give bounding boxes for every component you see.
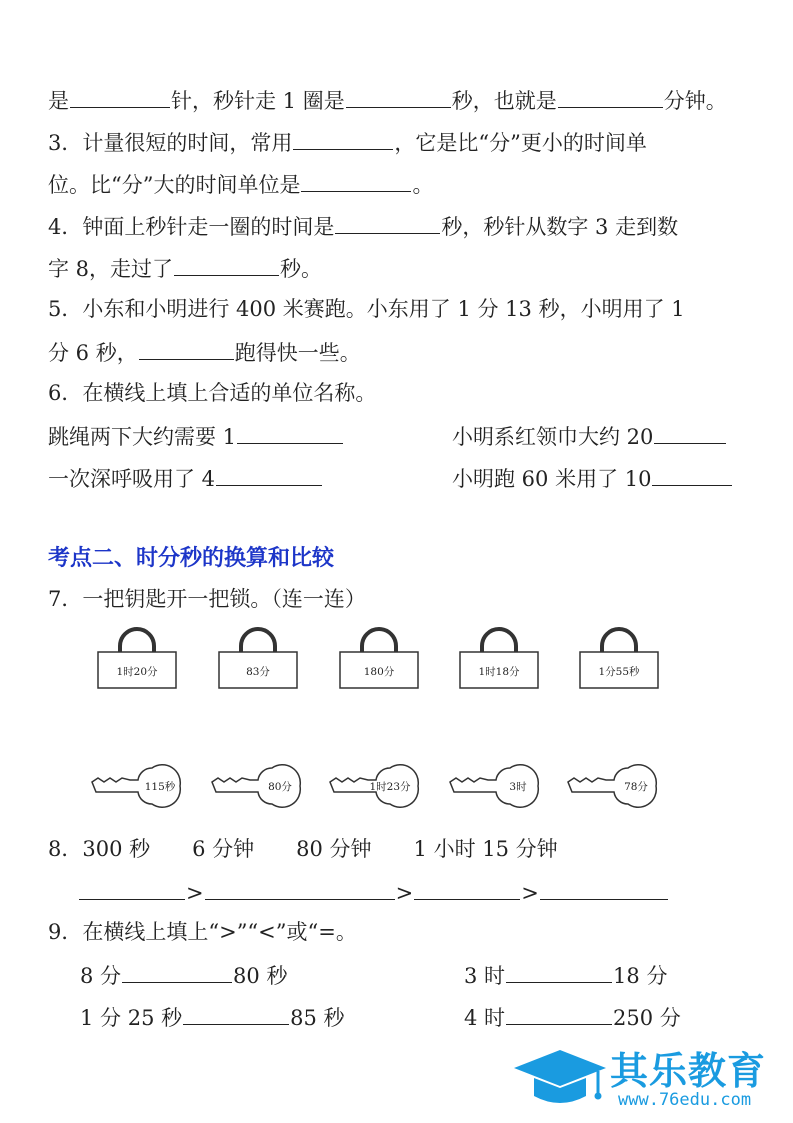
answer-blank[interactable] [122,964,232,983]
lock-label: 1时20分 [116,666,158,678]
answer-blank[interactable] [558,89,663,108]
key-2[interactable] [210,764,302,813]
question-8-order [78,881,669,904]
answer-blank[interactable] [346,89,451,108]
text: 是 [48,89,69,113]
q6-item-2 [452,425,727,448]
text: 3．计量很短的时间，常用 [48,131,293,155]
q9-row-2 [464,964,667,987]
text: 4 时 [464,1006,506,1030]
lock-5[interactable] [578,628,660,697]
key-5[interactable] [566,764,658,813]
key-label: 78分 [624,781,648,793]
answer-blank[interactable] [216,467,322,486]
text: 秒，也就是 [451,89,557,113]
lock-3[interactable] [338,628,420,697]
answer-blank[interactable] [139,341,234,360]
text: 小明系红领巾大约 20 [452,425,654,449]
text: > [395,881,414,905]
text: 250 分 [613,1006,681,1030]
answer-blank[interactable] [301,173,411,192]
answer-blank[interactable] [205,881,395,900]
text: 80 秒 [233,964,288,988]
answer-blank[interactable] [335,215,440,234]
section-heading: 考点二、时分秒的换算和比较 [48,546,335,571]
answer-blank[interactable] [70,89,170,108]
text: 5．小东和小明进行 400 米赛跑。小东用了 1 分 13 秒，小明用了 1 [48,297,685,321]
key-label: 115秒 [144,781,176,793]
answer-blank[interactable] [506,1006,612,1025]
question-3-line1 [48,131,647,154]
q6-item-3 [48,467,323,490]
lock-1[interactable] [96,628,178,697]
text: 秒。 [280,257,323,281]
question-4-line2 [48,257,322,280]
text: 跳绳两下大约需要 1 [48,425,237,449]
answer-blank[interactable] [237,425,343,444]
lock-label: 1时18分 [478,666,520,678]
question-5-line1 [48,299,685,320]
lock-label: 180分 [363,666,395,678]
key-label: 3时 [509,781,527,793]
answer-blank[interactable] [652,467,732,486]
q9-row-3 [80,1006,345,1029]
text: 3 时 [464,964,506,988]
question-9-title: 9．在横线上填上“>”“<”或“=。 [48,920,357,944]
question-5-line2 [48,341,361,364]
lock-label: 83分 [246,666,270,678]
answer-blank[interactable] [654,425,726,444]
q6-item-4 [452,467,733,490]
text: > [521,881,539,905]
text: 1 分 25 秒 [80,1006,183,1030]
answer-blank[interactable] [414,881,520,900]
key-3[interactable] [328,764,420,813]
text: 8 分 [80,964,122,988]
answer-blank[interactable] [506,964,612,983]
answer-blank[interactable] [293,131,393,150]
text: 位。比“分”大的时间单位是 [48,173,301,197]
question-7-title: 7．一把钥匙开一把锁。（连一连） [48,587,366,611]
answer-blank[interactable] [540,881,668,900]
lock-2[interactable] [217,628,299,697]
text: 一次深呼吸用了 4 [48,467,216,491]
answer-blank[interactable] [174,257,279,276]
question-6-title: 6．在横线上填上合适的单位名称。 [48,381,377,405]
brand-url: www.76edu.com [618,1090,752,1110]
question-8-items: 8．300 秒 6 分钟 80 分钟 1 小时 15 分钟 [48,837,558,861]
answer-blank[interactable] [79,881,185,900]
lock-4[interactable] [458,628,540,697]
text: 跑得快一些。 [234,341,361,365]
q9-row-4 [464,1006,681,1029]
text: 字 8，走过了 [48,257,174,281]
q2-continuation [48,89,727,112]
key-label: 1时23分 [369,781,411,793]
text: > [186,881,204,905]
lock-label: 1分55秒 [598,666,640,678]
text: 针，秒针走 1 圈是 [171,89,345,113]
text: 秒，秒针从数字 3 走到数 [441,215,679,239]
brand-logo [510,1038,790,1118]
answer-blank[interactable] [183,1006,289,1025]
text: 4．钟面上秒针走一圈的时间是 [48,215,335,239]
text: ，它是比“分”更小的时间单 [394,131,647,155]
text: 。 [412,173,434,197]
brand-name: 其乐教育 [610,1049,767,1093]
text: 18 分 [613,964,668,988]
question-4-line1 [48,215,678,238]
text: 分钟。 [663,89,727,113]
key-1[interactable] [90,764,182,813]
text: 小明跑 60 米用了 10 [452,467,652,491]
text: 85 秒 [290,1006,345,1030]
graduation-cap-icon [510,1038,610,1118]
q6-item-1 [48,425,344,448]
key-4[interactable] [448,764,540,813]
text: 分 6 秒， [48,341,138,365]
key-label: 80分 [268,781,292,793]
q9-row-1 [80,964,287,987]
question-3-line2 [48,173,433,196]
